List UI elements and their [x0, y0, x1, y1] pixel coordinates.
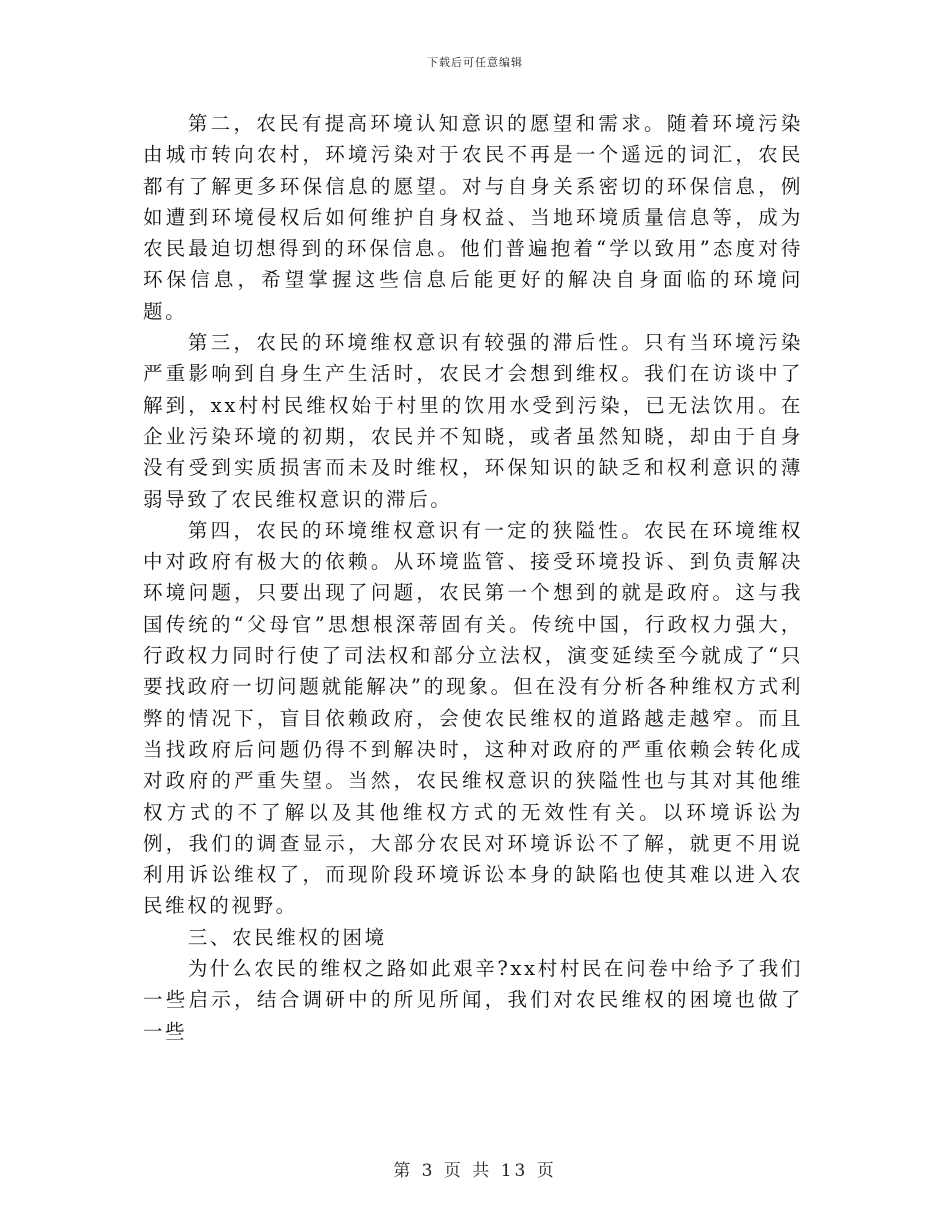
page-number-footer: 第 3 页 共 13 页	[393, 1161, 557, 1181]
paragraph-second-point: 第二，农民有提高环境认知意识的愿望和需求。随着环境污染由城市转向农村，环境污染对于农民不再是一个遥远的词汇，农民都有了解更多环保信息的愿望。对与自身关系密切的环保信息，例如遭到环境侵权后如何维护自身权益、当地环境质量信息等，成为农民最迫切想得到的环保信息。他们普遍抱着“学以致用”态度对待环保信息，希望掌握这些信息后能更好的解决自身面临的环境问题。	[143, 112, 803, 323]
paragraph-section-intro: 为什么农民的维权之路如此艰辛?xx村村民在问卷中给予了我们一些启示，结合调研中的所见所闻，我们对农民维权的困境也做了一些	[143, 957, 803, 1043]
paragraph-third-point: 第三，农民的环境维权意识有较强的滞后性。只有当环境污染严重影响到自身生产生活时，农民才会想到维权。我们在访谈中了解到，xx村村民维权始于村里的饮用水受到污染，已无法饮用。在企业污染环境的初期，农民并不知晓，或者虽然知晓，却由于自身没有受到实质损害而未及时维权，环保知识的缺乏和权利意识的薄弱导致了农民维权意识的滞后。	[143, 331, 803, 511]
paragraph-fourth-point: 第四，农民的环境维权意识有一定的狭隘性。农民在环境维权中对政府有极大的依赖。从环境监管、接受环境投诉、到负责解决环境问题，只要出现了问题，农民第一个想到的就是政府。这与我国传统的“父母官”思想根深蒂固有关。传统中国，行政权力强大，行政权力同时行使了司法权和部分立法权，演变延续至今就成了“只要找政府一切问题就能解决”的现象。但在没有分析各种维权方式利弊的情况下，盲目依赖政府，会使农民维权的道路越走越窄。而且当找政府后问题仍得不到解决时，这种对政府的严重依赖会转化成对政府的严重失望。当然，农民维权意识的狭隘性也与其对其他维权方式的不了解以及其他维权方式的无效性有关。以环境诉讼为例，我们的调查显示，大部分农民对环境诉讼不了解，就更不用说利用诉讼维权了，而现阶段环境诉讼本身的缺陷也使其难以进入农民维权的视野。	[143, 518, 803, 918]
document-body	[143, 108, 803, 1047]
section-heading: 三、农民维权的困境	[187, 925, 387, 949]
page-header: 下载后可任意编辑	[427, 56, 523, 69]
